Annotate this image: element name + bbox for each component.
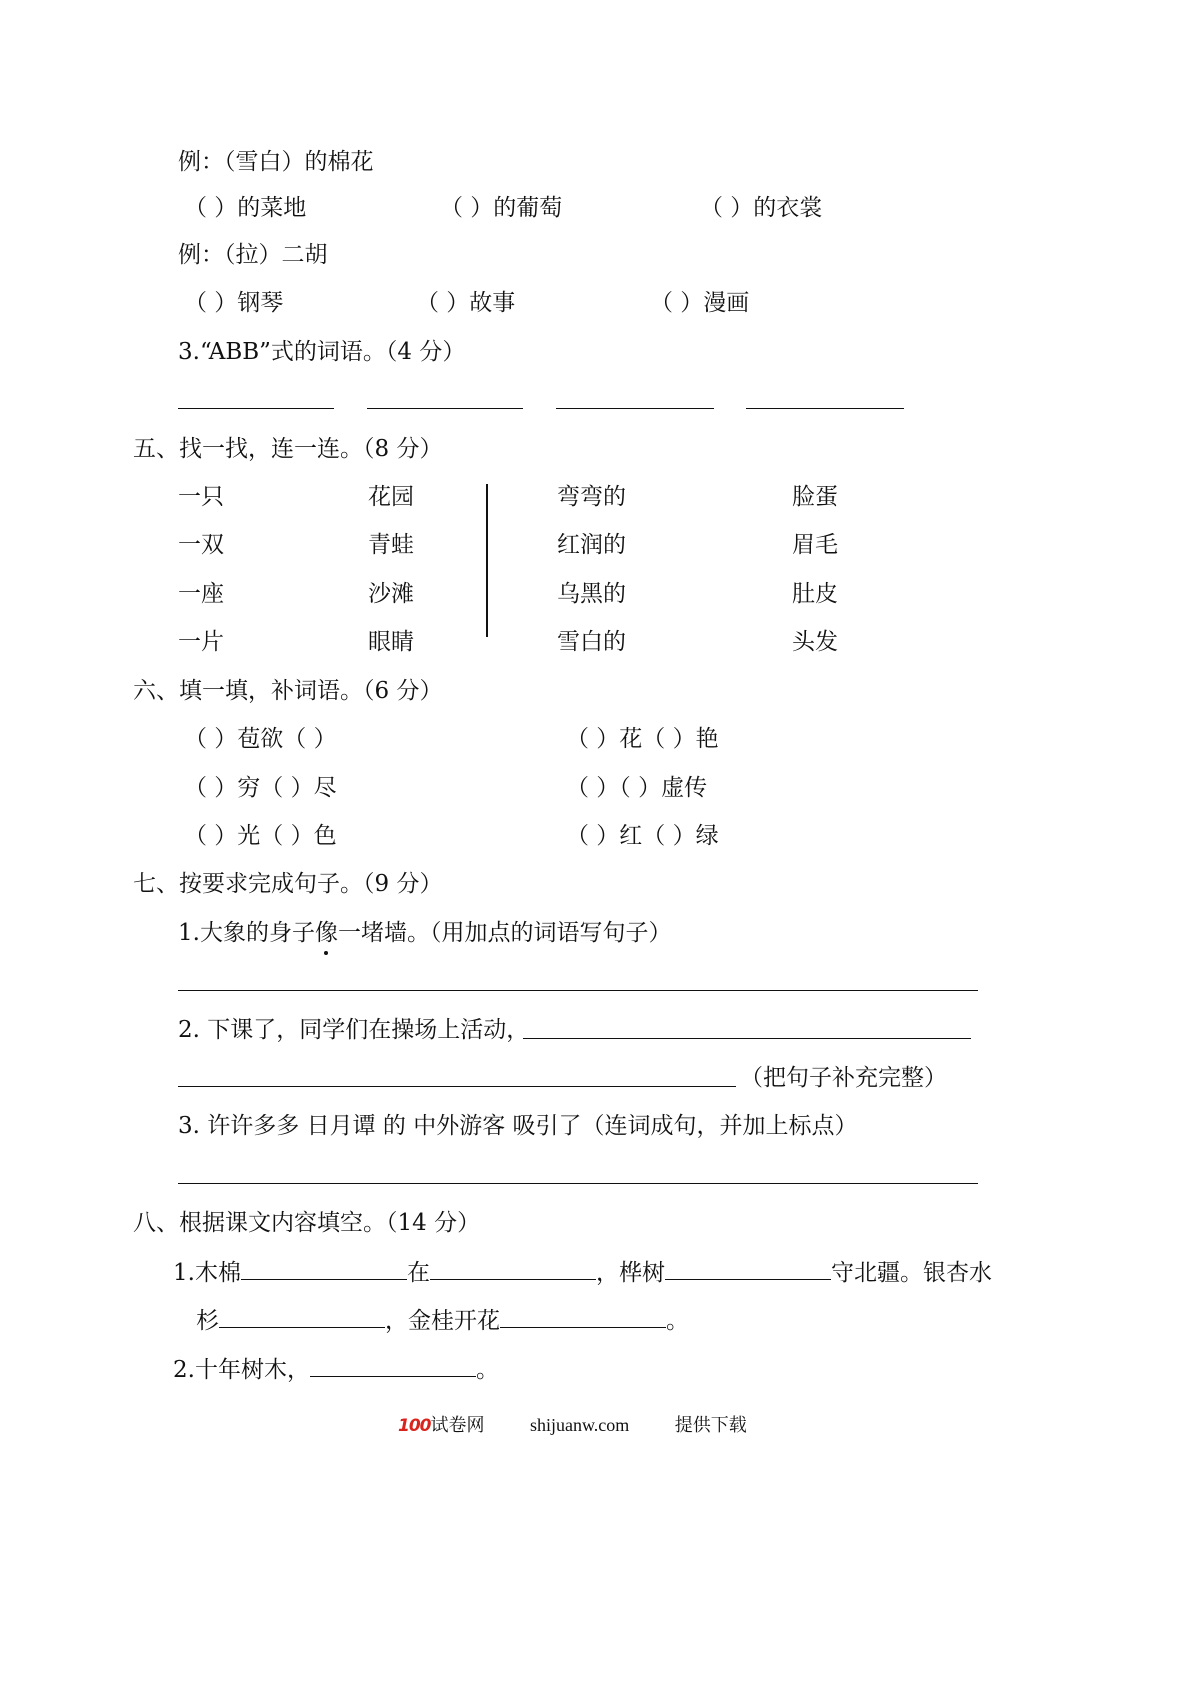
blank-manhua[interactable]: （ ）漫画 — [650, 290, 750, 316]
fill-blank[interactable] — [500, 1305, 666, 1328]
blank-gushi[interactable]: （ ）故事 — [416, 290, 516, 316]
q1-text-a: 1.大象的身子 — [178, 920, 315, 946]
section5-title: 五、找一找，连一连。（8 分） — [133, 436, 443, 462]
body-noun-word[interactable]: 脸蛋 — [792, 484, 838, 510]
adjective-word[interactable]: 红润的 — [557, 532, 626, 558]
fill-q2 — [173, 1354, 499, 1385]
adjective-word[interactable]: 弯弯的 — [557, 484, 626, 510]
measure-word[interactable]: 一座 — [178, 581, 224, 607]
q1-text-b: 一堵墙。（用加点的词语写句子） — [337, 920, 672, 946]
fill-blank[interactable] — [241, 1257, 407, 1280]
fill-q1-line2 — [196, 1305, 689, 1336]
q2-answer-line-1[interactable] — [523, 1038, 971, 1039]
column-divider — [486, 484, 488, 637]
sentence-q1 — [178, 918, 671, 948]
measure-word[interactable]: 一片 — [178, 629, 224, 655]
example-1: 例：（雪白）的棉花 — [178, 149, 374, 175]
blank-yishang[interactable]: （ ）的衣裳 — [700, 195, 823, 221]
fill-blank[interactable] — [665, 1257, 831, 1280]
noun-word[interactable]: 眼睛 — [368, 629, 414, 655]
fill-blank[interactable] — [430, 1257, 596, 1280]
example-2: 例：（拉）二胡 — [178, 242, 328, 268]
idiom-blank[interactable]: （ ）红（ ）绿 — [566, 823, 719, 849]
blank-caidi[interactable]: （ ）的菜地 — [184, 195, 307, 221]
noun-word[interactable]: 青蛙 — [368, 532, 414, 558]
site-domain[interactable]: shijuanw.com — [529, 1415, 630, 1435]
sentence-q2: 2. 下课了，同学们在操场上活动， — [178, 1017, 530, 1043]
dotted-word: 像 — [314, 920, 338, 946]
fill-blank[interactable] — [310, 1354, 476, 1377]
fill-text: 1.木棉 — [173, 1260, 241, 1286]
abb-answer-line-1[interactable] — [178, 408, 334, 409]
fill-text: ，桦树 — [595, 1260, 665, 1286]
noun-word[interactable]: 花园 — [368, 484, 414, 510]
idiom-blank[interactable]: （ ）（ ）虚传 — [566, 775, 708, 801]
body-noun-word[interactable]: 肚皮 — [792, 581, 838, 607]
section8-title: 八、根据课文内容填空。（14 分） — [133, 1210, 481, 1236]
footer — [398, 1410, 747, 1441]
fill-text: 杉 — [196, 1308, 219, 1334]
question-abb: 3.“ABB”式的词语。（4 分） — [178, 339, 466, 365]
abb-answer-line-3[interactable] — [556, 408, 714, 409]
body-noun-word[interactable]: 头发 — [792, 629, 838, 655]
measure-word[interactable]: 一双 — [178, 532, 224, 558]
q2-answer-line-2[interactable] — [178, 1086, 736, 1087]
body-noun-word[interactable]: 眉毛 — [792, 532, 838, 558]
adjective-word[interactable]: 雪白的 — [557, 629, 626, 655]
fill-text: 2.十年树木， — [173, 1357, 310, 1383]
sentence-q3: 3. 许许多多 日月谭 的 中外游客 吸引了（连词成句，并加上标点） — [178, 1113, 858, 1139]
q3-answer-line[interactable] — [178, 1183, 978, 1184]
fill-text: 。 — [475, 1357, 499, 1383]
idiom-blank[interactable]: （ ）花（ ）艳 — [566, 726, 719, 752]
section7-title: 七、按要求完成句子。（9 分） — [133, 871, 443, 897]
footer-tail: 提供下载 — [674, 1415, 747, 1436]
abb-answer-line-4[interactable] — [746, 408, 904, 409]
fill-text: 守北疆。银杏水 — [830, 1260, 992, 1286]
q1-answer-line[interactable] — [178, 990, 978, 991]
blank-gangqin[interactable]: （ ）钢琴 — [184, 290, 284, 316]
measure-word[interactable]: 一只 — [178, 484, 224, 510]
idiom-blank[interactable]: （ ）苞欲（ ） — [184, 726, 337, 752]
blank-putao[interactable]: （ ）的葡萄 — [440, 195, 563, 221]
noun-word[interactable]: 沙滩 — [368, 581, 414, 607]
fill-blank[interactable] — [219, 1305, 385, 1328]
abb-answer-line-2[interactable] — [367, 408, 523, 409]
site-name: 试卷网 — [430, 1415, 485, 1436]
idiom-blank[interactable]: （ ）穷（ ）尽 — [184, 775, 337, 801]
q2-instruction: （把句子补充完整） — [740, 1065, 947, 1091]
idiom-blank[interactable]: （ ）光（ ）色 — [184, 823, 337, 849]
fill-q1-line1 — [173, 1257, 992, 1288]
fill-text: 在 — [406, 1260, 430, 1286]
adjective-word[interactable]: 乌黑的 — [557, 581, 626, 607]
fill-text: ，金桂开花 — [385, 1308, 500, 1334]
site-logo: 100 — [398, 1416, 431, 1436]
section6-title: 六、填一填，补词语。（6 分） — [133, 678, 443, 704]
fill-text: 。 — [666, 1308, 689, 1334]
